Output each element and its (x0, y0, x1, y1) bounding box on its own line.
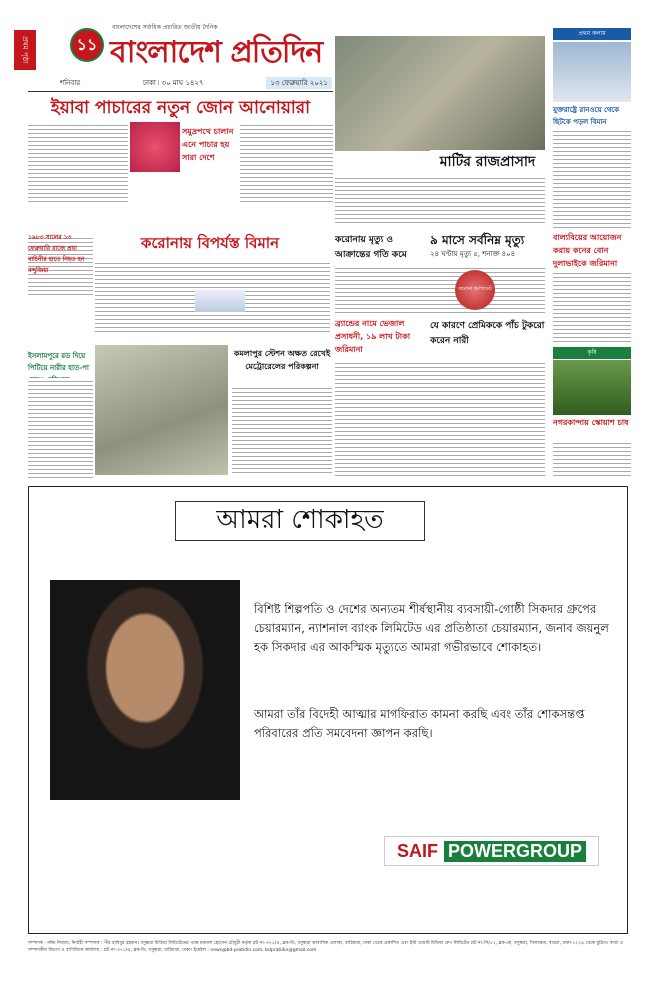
powergroup-text: POWERGROUP (444, 841, 586, 862)
palace-photo (335, 36, 545, 151)
masthead-rule (28, 91, 333, 92)
agriculture-label: কৃষি (553, 347, 631, 359)
yaba-text (28, 122, 128, 202)
day-label: শনিবার (60, 79, 81, 87)
imprint-footer: সম্পাদক : নঈম নিজাম, নির্বাহী সম্পাদক : পীর হাবিবুর রহমান। বসুন্ধরা মিডিয়া লিমিটেডের পক্ষে ময়নাল হোসেন চৌধুরী কর্তৃক প্লট নং-৩৭১/এ, ব্লক-ডি, বসুন্ধরা আবাসিক এলাকা, বারিধারা, ঢাকা থেকে প্রকাশিত এবং ইস্ট ওয়েস্ট মিডিয়া গ্রুপ লিমিটেড প্লট নং-সি/৫২, ব্লক-কে, বসুন্ধরা, খিলক্ষেত, বাড্ডা, ঢাকা-১২২৯ থেকে মুদ্রিত। বার্তা ও সম্পাদকীয় বিভাগ ও বাণিজ্যিক কার্যালয় : প্লট নং-৩৭১/এ, ব্লক-ডি, বসুন্ধরা, বারিধারা, ঢাকা। ইমেইল : news@bd-pratidin.com, bdpratidin@gmail.com (28, 941, 624, 953)
yaba-pills-photo (130, 122, 180, 172)
aviation-plane-image (195, 290, 245, 312)
islampur-text (28, 378, 93, 478)
kamalapur-photo (95, 345, 228, 475)
plane-headline: যুক্তরাষ্ট্রে রানওয়ে থেকে ছিটকে পড়ল বিমান (553, 106, 620, 126)
lowest-death-sub: ২৪ ঘণ্টায় মৃত্যু ৫, শনাক্ত ৪০৪ (430, 250, 516, 258)
farm-text (553, 440, 631, 478)
brand-text (335, 360, 545, 478)
condolence-heading: আমরা শোকাহত (175, 501, 425, 541)
condolence-text-1: বিশিষ্ট শিল্পপতি ও দেশের অন্যতম শীর্ষস্থানীয় ব্যবসায়ী-গোষ্ঠী সিকদার গ্রুপের চেয়ারম্যান, ন্যাশনাল ব্যাংক লিমিটেড এর প্রতিষ্ঠাতা চেয়ারম্যান, জনাব জয়নুল হক সিকদার এর আকস্মিক মৃত্যুতে আমরা গভীরভাবে শোকাহত। (254, 602, 609, 654)
location-date: ঢাকা ৷ ৩০ মাঘ ১৪২৭ (143, 79, 204, 87)
prem-headline: যে কারণে প্রেমিককে পাঁচ টুকরো করেন নারী (430, 321, 545, 346)
yaba-headline: ইয়াবা পাচারের নতুন জোন আনোয়ারা (50, 98, 311, 118)
newspaper-name: বাংলাদেশ প্রতিদিন (110, 35, 323, 70)
english-date: ১৩ ফেব্রুয়ারি ২০২১ (266, 77, 332, 89)
matir-headline: মাটির রাজপ্রাসাদ (430, 150, 545, 170)
saif-powergroup-logo (384, 836, 599, 866)
yaba-sub: সমুদ্রপথে চালান এনে পাচার হয় সারা দেশে (182, 127, 234, 162)
matir-text (335, 175, 545, 225)
yaba-text-2 (240, 122, 333, 202)
corona-update-badge: করোনা আপডেট (455, 270, 495, 310)
plane-photo (553, 42, 631, 102)
plane-text (553, 128, 631, 228)
covid-text (335, 265, 545, 315)
first-column-label: প্রথম কলাম (553, 28, 631, 40)
portrait-photo (50, 580, 240, 800)
saif-text: SAIF (396, 840, 438, 861)
lowest-death-headline: ৯ মাসে সর্বনিম্ন মৃত্যু (430, 233, 525, 247)
flood-headline: ১৯৮৩ সালের ১৩ ফেব্রুয়ারি রাজে প্রয়া বাচিনীর হাতে নিহত হন বন্দুজিয়া (28, 234, 85, 274)
farm-headline: নগরকান্দায় স্কোয়াশ চাষ (553, 418, 629, 427)
wedding-headline: বাল্যবিয়ের আয়োজন করায় কনের বোন দুলাভাইকে জরিমানা (553, 233, 622, 268)
condolence-text-2: আমরা তাঁর বিদেহী আত্মার মাগফিরাত কামনা করছি এবং তাঁর শোকসন্তপ্ত পরিবারের প্রতি সমবেদনা জ্ঞাপন করছি। (254, 707, 585, 740)
squash-photo (553, 360, 631, 415)
islampur-headline: ইসলামপুরে রড দিয়ে পিটিয়ে নারীর হাত-পা (28, 352, 89, 372)
dateline (60, 77, 332, 89)
brand-headline: ব্র্যান্ডের নামে ভেজাল প্রসাধনী, ১৯ লাখ টাকা জরিমানা (335, 319, 411, 354)
anniversary-logo: ১১ (70, 28, 104, 62)
wedding-text (553, 270, 631, 345)
kamalapur-text (232, 385, 332, 475)
kamalapur-sub: কমলাপুর স্টেশন অক্ষত রেখেই মেট্রোরেলের পরিকল্পনা (233, 349, 331, 371)
first-page-label: প্রথম পৃষ্ঠা (14, 30, 36, 70)
tagline: বাংলাদেশের সর্বাধিক প্রচারিত জাতীয় দৈনিক (112, 24, 218, 31)
aviation-headline: করোনায় বিপর্যস্ত বিমান (140, 234, 280, 252)
covid-headline: করোনায় মৃত্যু ও আক্রান্তের গতি কমে (335, 235, 407, 260)
